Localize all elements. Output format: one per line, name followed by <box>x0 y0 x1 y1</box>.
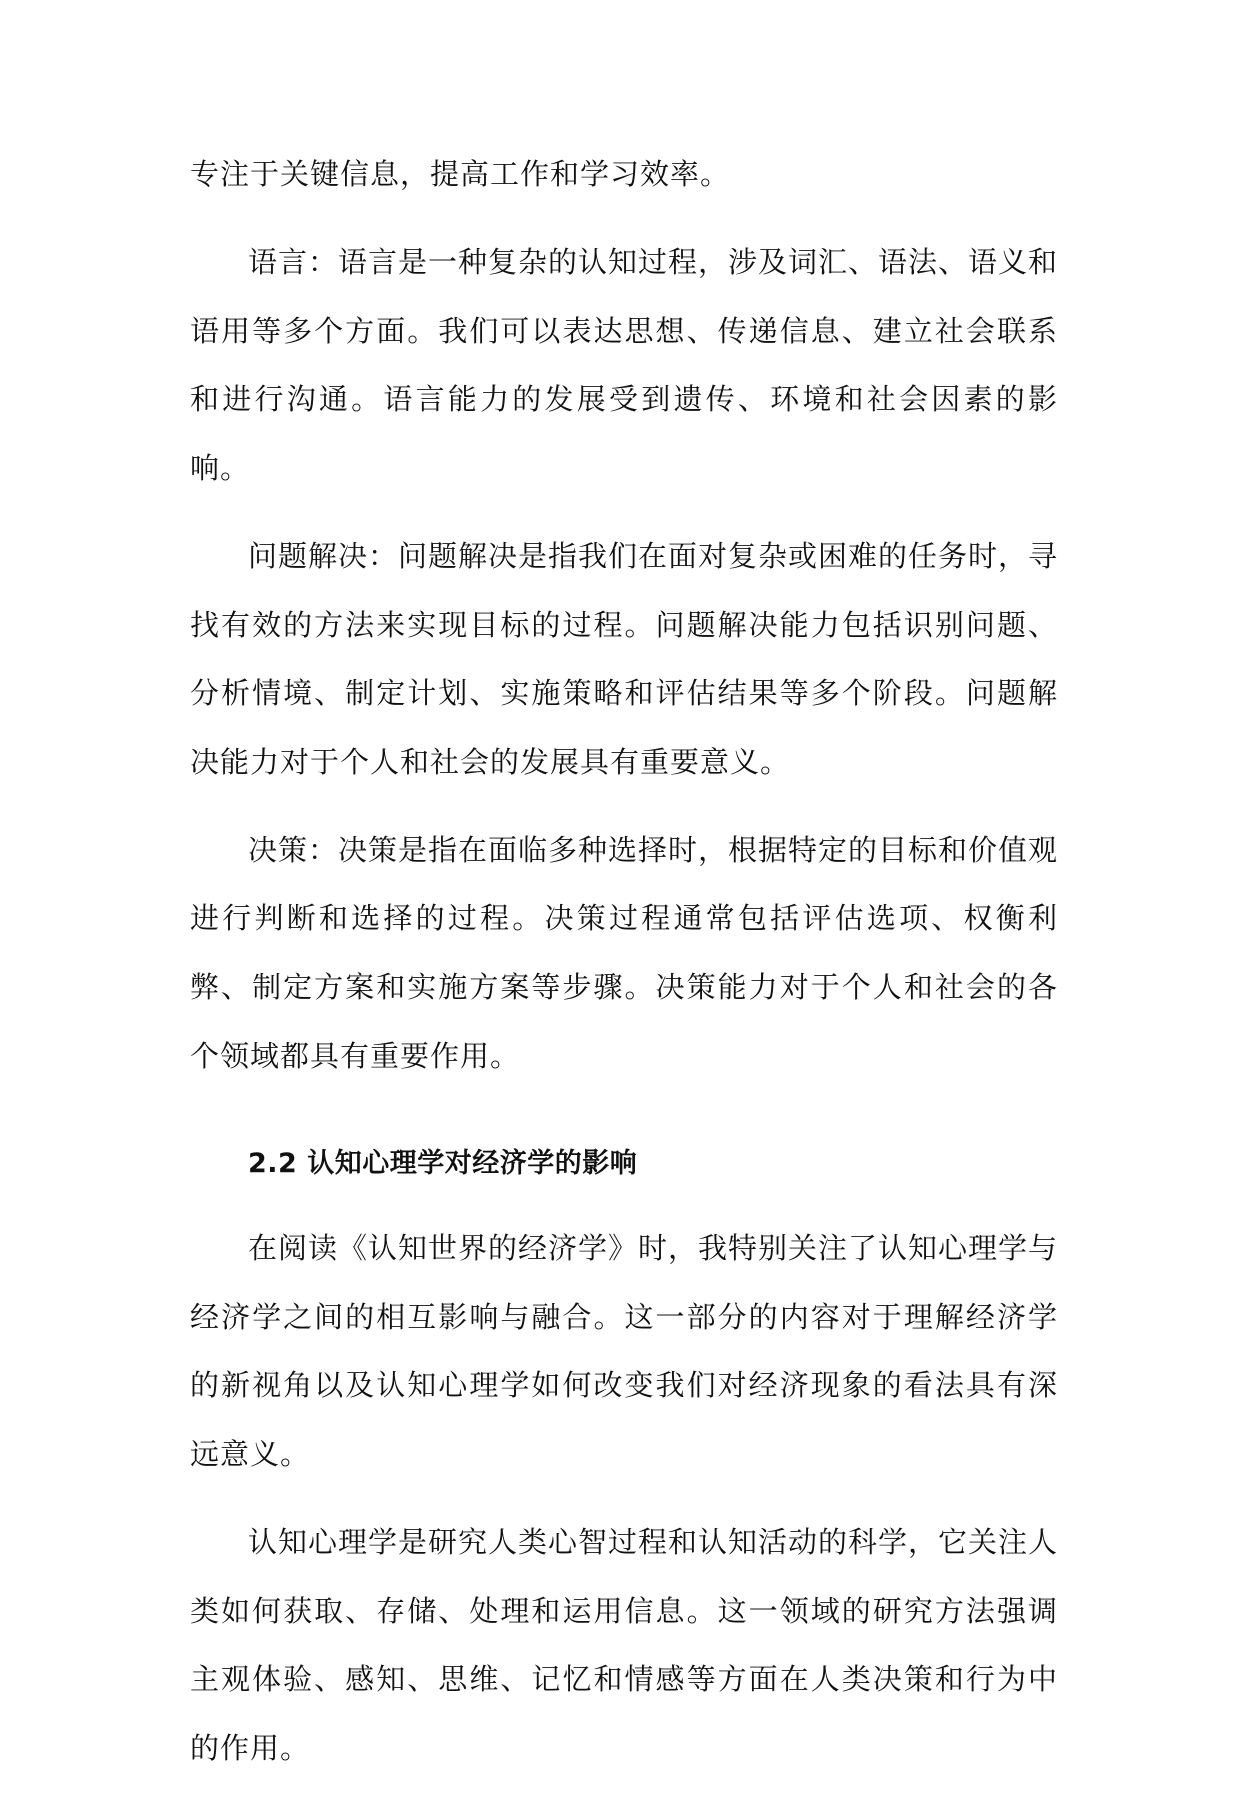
paragraph-reading-focus: 在阅读《认知世界的经济学》时，我特别关注了认知心理学与经济学之间的相互影响与融合。这一部分的内容对于理解经济学的新视角以及认知心理学如何改变我们对经济现象的看法具有深远意义。 <box>190 1231 1059 1471</box>
paragraph-problem-solving: 问题解决：问题解决是指我们在面对复杂或困难的任务时，寻找有效的方法来实现目标的过程。问题解决能力包括识别问题、分析情境、制定计划、实施策略和评估结果等多个阶段。问题解决能力对于个人和社会的发展具有重要意义。 <box>190 538 1059 779</box>
paragraph-language: 语言：语言是一种复杂的认知过程，涉及词汇、语法、语义和语用等多个方面。我们可以表达思想、传递信息、建立社会联系和进行沟通。语言能力的发展受到遗传、环境和社会因素的影响。 <box>190 245 1059 485</box>
paragraph-attention-continued: 专注于关键信息，提高工作和学习效率。 <box>190 157 731 191</box>
document-page <box>190 140 1058 1802</box>
section-heading: 2.2 认知心理学对经济学的影响 <box>248 1148 638 1180</box>
paragraph-cognitive-psychology: 认知心理学是研究人类心智过程和认知活动的科学，它关注人类如何获取、存储、处理和运用信息。这一领域的研究方法强调主观体验、感知、思维、记忆和情感等方面在人类决策和行为中的作用。 <box>190 1525 1059 1765</box>
paragraph-decision-making: 决策：决策是指在面临多种选择时，根据特定的目标和价值观进行判断和选择的过程。决策过程通常包括评估选项、权衡利弊、制定方案和实施方案等步骤。决策能力对于个人和社会的各个领域都具有重要作用。 <box>190 832 1059 1073</box>
